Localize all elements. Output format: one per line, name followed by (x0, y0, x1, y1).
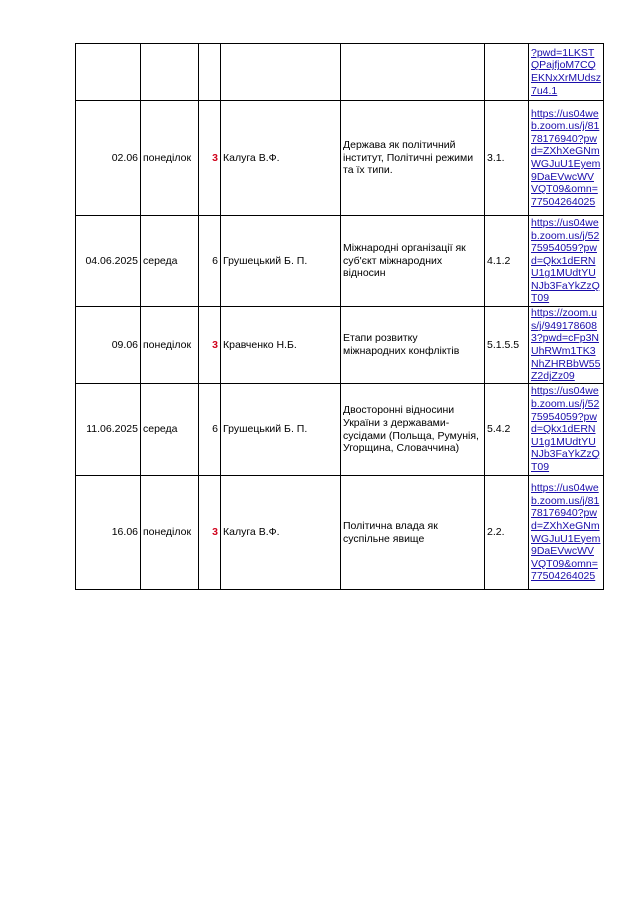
weekday-cell: середа (141, 384, 199, 476)
table-row (76, 384, 604, 476)
topic-cell (341, 44, 485, 101)
teacher-cell: Калуга В.Ф. (221, 476, 341, 590)
link-cell (529, 216, 604, 307)
date-cell: 02.06 (76, 101, 141, 216)
link-cell (529, 44, 604, 101)
date-cell: 04.06.2025 (76, 216, 141, 307)
link-cell (529, 476, 604, 590)
topic-number-cell: 4.1.2 (485, 216, 529, 307)
table-row (76, 307, 604, 384)
table-row (76, 101, 604, 216)
link-cell (529, 101, 604, 216)
weekday-cell: понеділок (141, 307, 199, 384)
pair-number-cell: 3 (199, 101, 221, 216)
date-cell: 16.06 (76, 476, 141, 590)
zoom-link[interactable]: https://us04web.zoom.us/j/8178176940?pwd=ZXhXeGNmWGJuU1Eyem9DaEVwcWVVQT09&omn=77504264025 (531, 107, 601, 208)
weekday-cell: понеділок (141, 101, 199, 216)
topic-number-cell: 5.4.2 (485, 384, 529, 476)
pair-number-cell: 6 (199, 216, 221, 307)
teacher-cell: Калуга В.Ф. (221, 101, 341, 216)
topic-number-cell (485, 44, 529, 101)
weekday-cell (141, 44, 199, 101)
topic-number-cell: 3.1. (485, 101, 529, 216)
pair-number-cell: 6 (199, 384, 221, 476)
topic-cell: Політична влада як суспільне явище (341, 476, 485, 590)
teacher-cell (221, 44, 341, 101)
link-cell (529, 384, 604, 476)
teacher-cell: Грушецький Б. П. (221, 216, 341, 307)
date-cell: 11.06.2025 (76, 384, 141, 476)
topic-cell: Етапи розвитку міжнародних конфліктів (341, 307, 485, 384)
topic-cell: Міжнародні організації як суб'єкт міжнародних відносин (341, 216, 485, 307)
topic-number-cell: 5.1.5.5 (485, 307, 529, 384)
teacher-cell: Кравченко Н.Б. (221, 307, 341, 384)
pair-number-cell: 3 (199, 476, 221, 590)
table-row (76, 44, 604, 101)
zoom-link[interactable]: https://us04web.zoom.us/j/5275954059?pwd=Qkx1dERNU1g1MUdtYUNJb3FaYkZzQT09 (531, 216, 600, 305)
teacher-cell: Грушецький Б. П. (221, 384, 341, 476)
zoom-link[interactable]: https://us04web.zoom.us/j/5275954059?pwd=Qkx1dERNU1g1MUdtYUNJb3FaYkZzQT09 (531, 385, 600, 473)
date-cell (76, 44, 141, 101)
topic-cell: Держава як політичний інститут, Політичні режими та їх типи. (341, 101, 485, 216)
weekday-cell: понеділок (141, 476, 199, 590)
table-row (76, 216, 604, 307)
pair-number-cell: 3 (199, 307, 221, 384)
table-row (76, 476, 604, 590)
date-cell: 09.06 (76, 307, 141, 384)
topic-cell: Двосторонні відносини України з державами-сусідами (Польща, Румунія, Угорщина, Словаччина) (341, 384, 485, 476)
zoom-link[interactable]: ?pwd=1LKSTQPajfjoM7CQEKNxXrMUdsz7u4.1 (531, 46, 602, 97)
zoom-link[interactable]: https://zoom.us/j/9491786083?pwd=cFp3NUhRWm1TK3NhZHRBbW55Z2djZz09 (531, 307, 601, 383)
link-cell (529, 307, 604, 384)
zoom-link[interactable]: https://us04web.zoom.us/j/8178176940?pwd=ZXhXeGNmWGJuU1Eyem9DaEVwcWVVQT09&omn=77504264025 (531, 482, 601, 583)
weekday-cell: середа (141, 216, 199, 307)
schedule-table (75, 43, 604, 590)
pair-number-cell (199, 44, 221, 101)
topic-number-cell: 2.2. (485, 476, 529, 590)
